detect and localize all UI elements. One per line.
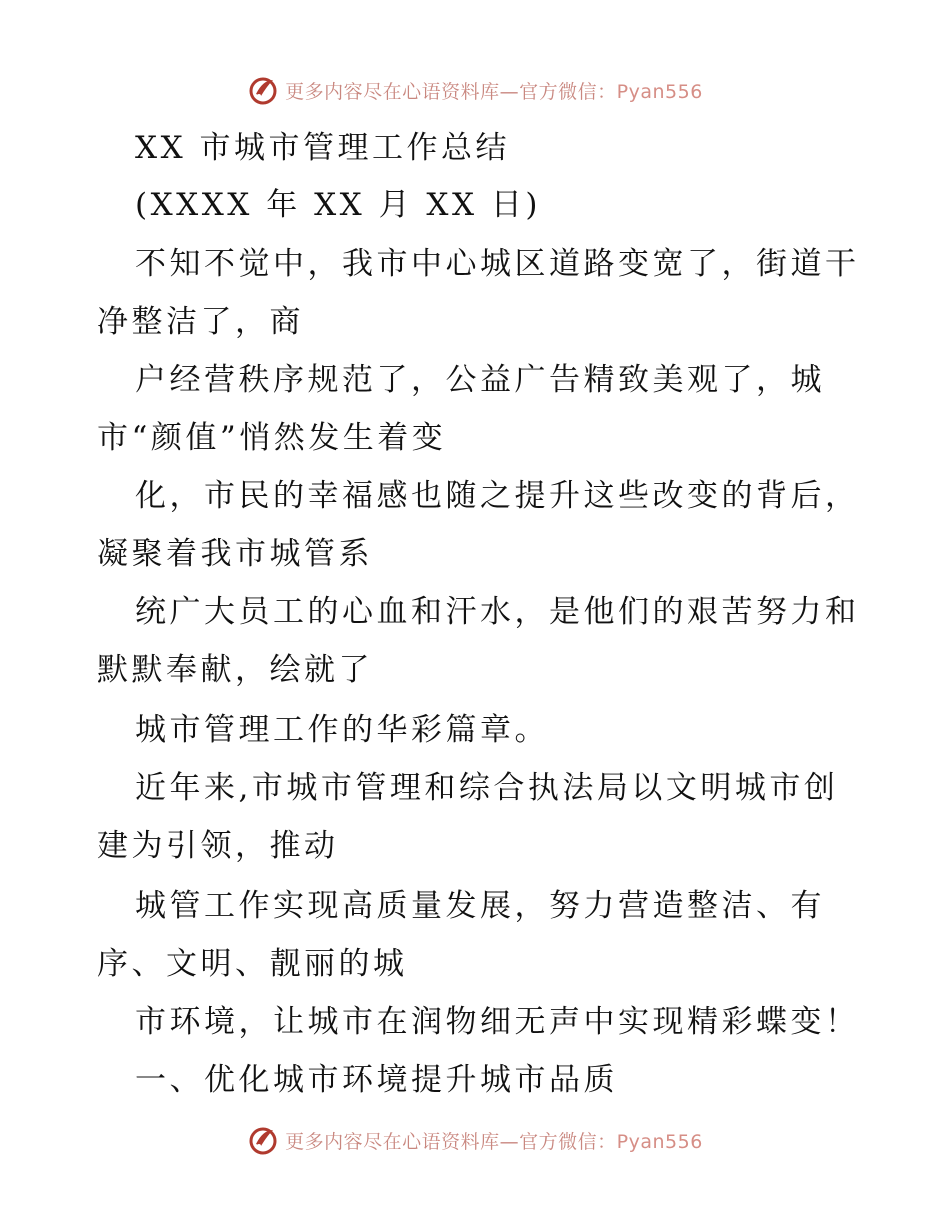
paragraph-line: 不知不觉中，我市中心城区道路变宽了，街道干 bbox=[135, 246, 860, 282]
paragraph-line: 近年来,市城市管理和综合执法局以文明城市创 bbox=[135, 770, 839, 806]
banner-handle: Pyan556 bbox=[616, 80, 703, 103]
paragraph-line: 序、文明、靓丽的城 bbox=[97, 946, 408, 982]
paragraph-line: 城市管理工作的华彩篇章。 bbox=[135, 712, 549, 748]
section-heading: 一、优化城市环境提升城市品质 bbox=[135, 1062, 618, 1098]
banner-handle: Pyan556 bbox=[616, 1130, 703, 1153]
paragraph-line: 默默奉献，绘就了 bbox=[97, 652, 373, 688]
paragraph-line: 户经营秩序规范了，公益广告精致美观了，城 bbox=[135, 362, 825, 398]
banner-text bbox=[285, 1127, 703, 1154]
paragraph-line: 市环境，让城市在润物细无声中实现精彩蝶变！ bbox=[135, 1004, 860, 1040]
paragraph-line: 统广大员工的心血和汗水，是他们的艰苦努力和 bbox=[135, 594, 860, 630]
footer-banner bbox=[0, 1120, 950, 1160]
pen-swirl-logo-icon bbox=[247, 1124, 279, 1156]
paragraph-line: 城管工作实现高质量发展，努力营造整洁、有 bbox=[135, 888, 825, 924]
header-banner bbox=[0, 70, 950, 110]
document-date: (XXXX 年 XX 月 XX 日) bbox=[135, 187, 542, 223]
paragraph-line: 化，市民的幸福感也随之提升这些改变的背后， bbox=[135, 478, 860, 514]
banner-main-text: 更多内容尽在心语资料库—官方微信： bbox=[285, 1130, 617, 1153]
paragraph-line: 净整洁了，商 bbox=[97, 304, 304, 340]
document-title: XX 市城市管理工作总结 bbox=[135, 130, 510, 166]
banner-main-text: 更多内容尽在心语资料库—官方微信： bbox=[285, 80, 617, 103]
paragraph-line: 凝聚着我市城管系 bbox=[97, 536, 373, 572]
paragraph-line: 市“颜值”悄然发生着变 bbox=[97, 420, 447, 456]
paragraph-line: 建为引领，推动 bbox=[97, 828, 339, 864]
pen-swirl-logo-icon bbox=[247, 74, 279, 106]
banner-text bbox=[285, 77, 703, 104]
